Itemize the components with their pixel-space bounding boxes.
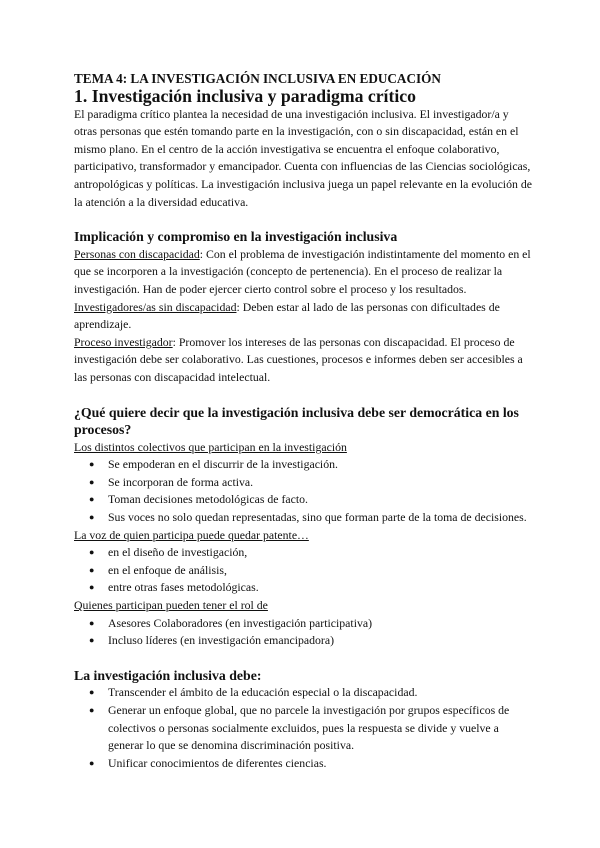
section-paradigma-critico <box>74 88 532 211</box>
bullet-list <box>74 456 532 526</box>
bullet-icon: ● <box>89 564 95 575</box>
definition-text: : Con el problema de investigación indistintamente del momento en el que se incorporen a la investigación (concepto de pertenencia). En el proceso de realizar la investigación. Han de poder ejercer cierto control sobre el proceso y los resultados. <box>74 246 531 296</box>
section-democratica <box>74 404 532 650</box>
document-title: TEMA 4: LA INVESTIGACIÓN INCLUSIVA EN EDUCACIÓN <box>74 71 441 86</box>
bullet-icon: ● <box>89 459 95 470</box>
list-item <box>74 755 532 773</box>
section-heading: Implicación y compromiso en la investigación inclusiva <box>74 229 398 245</box>
section-heading: La investigación inclusiva debe: <box>74 667 262 683</box>
definition-item <box>74 299 532 334</box>
section-implicacion-compromiso <box>74 228 532 386</box>
section-debe <box>74 667 532 773</box>
section-paragraph: El paradigma crítico plantea la necesidad de una investigación inclusiva. El investigador/a y otras personas que estén tomando parte en la investigación, con o sin discapacidad, están en el mismo plano. En el centro de la acción investigativa se encuentra el enfoque colaborativo, participativo, transformador y emancipador. Cuenta con influencias de las Ciencias sociológicas, antropológicas y políticas. La investigación inclusiva juega un papel relevante en la evolución de la atención a la diversidad educativa. <box>74 106 532 209</box>
spacer <box>74 650 532 667</box>
definition-item <box>74 246 532 299</box>
bullet-icon: ● <box>89 757 95 768</box>
list-item-text: Unificar conocimientos de diferentes ciencias. <box>108 755 327 770</box>
list-item-text: Transcender el ámbito de la educación especial o la discapacidad. <box>108 685 418 700</box>
bullet-icon: ● <box>89 494 95 505</box>
section-heading: ¿Qué quiere decir que la investigación inclusiva debe ser democrática en los procesos? <box>74 404 519 438</box>
definition-text: : Deben estar al lado de las personas con dificultades de aprendizaje. <box>74 299 500 332</box>
list-item-text: Toman decisiones metodológicas de facto. <box>108 492 308 507</box>
group-label: La voz de quien participa puede quedar patente… <box>74 527 309 542</box>
bullet-list <box>74 684 532 772</box>
list-item <box>74 684 532 702</box>
bullet-list <box>74 615 532 650</box>
list-item-text: en el diseño de investigación, <box>108 545 248 560</box>
bullet-icon: ● <box>89 547 95 558</box>
definition-item <box>74 334 532 387</box>
list-item <box>74 562 532 580</box>
bullet-icon: ● <box>89 687 95 698</box>
list-item <box>74 491 532 509</box>
list-item <box>74 456 532 474</box>
bullet-icon: ● <box>89 635 95 646</box>
list-item-text: en el enfoque de análisis, <box>108 562 227 577</box>
document-body <box>74 70 532 772</box>
list-item-text: entre otras fases metodológicas. <box>108 580 259 595</box>
definition-term: Proceso investigador <box>74 334 173 349</box>
list-item <box>74 544 532 562</box>
definition-text: : Promover los intereses de las personas con discapacidad. El proceso de investigación debe ser colaborativo. Las cuestiones, procesos e informes deben ser accesibles a las personas con discapacidad intelectual. <box>74 334 523 384</box>
spacer <box>74 211 532 228</box>
bullet-icon: ● <box>89 512 95 523</box>
list-item <box>74 509 532 527</box>
list-item <box>74 474 532 492</box>
bullet-icon: ● <box>89 705 95 715</box>
bullet-icon: ● <box>89 476 95 487</box>
group-label: Los distintos colectivos que participan en la investigación <box>74 439 347 454</box>
section-heading: 1. Investigación inclusiva y paradigma crítico <box>74 86 416 106</box>
list-item-text: Sus voces no solo quedan representadas, sino que forman parte de la toma de decisiones. <box>108 510 527 525</box>
list-item-text: Se incorporan de forma activa. <box>108 474 254 489</box>
bullet-list <box>74 544 532 597</box>
list-item <box>74 702 532 755</box>
list-item-text: Incluso líderes (en investigación emancipadora) <box>108 633 335 648</box>
group-label: Quienes participan pueden tener el rol de <box>74 598 268 613</box>
list-item-text: Se empoderan en el discurrir de la investigación. <box>108 457 338 472</box>
list-item <box>74 615 532 633</box>
list-item <box>74 632 532 650</box>
spacer <box>74 387 532 404</box>
definition-term: Personas con discapacidad <box>74 246 200 261</box>
bullet-icon: ● <box>89 617 95 628</box>
list-item-text: Generar un enfoque global, que no parcele la investigación por grupos específicos de colectivos o personas socialmente excluidos, pues la respuesta se divide y vuelve a generar lo que se denomina discriminación positiva. <box>108 703 510 753</box>
definition-term: Investigadores/as sin discapacidad <box>74 299 237 314</box>
list-item-text: Asesores Colaboradores (en investigación participativa) <box>108 615 373 630</box>
bullet-icon: ● <box>89 582 95 593</box>
list-item <box>74 579 532 597</box>
